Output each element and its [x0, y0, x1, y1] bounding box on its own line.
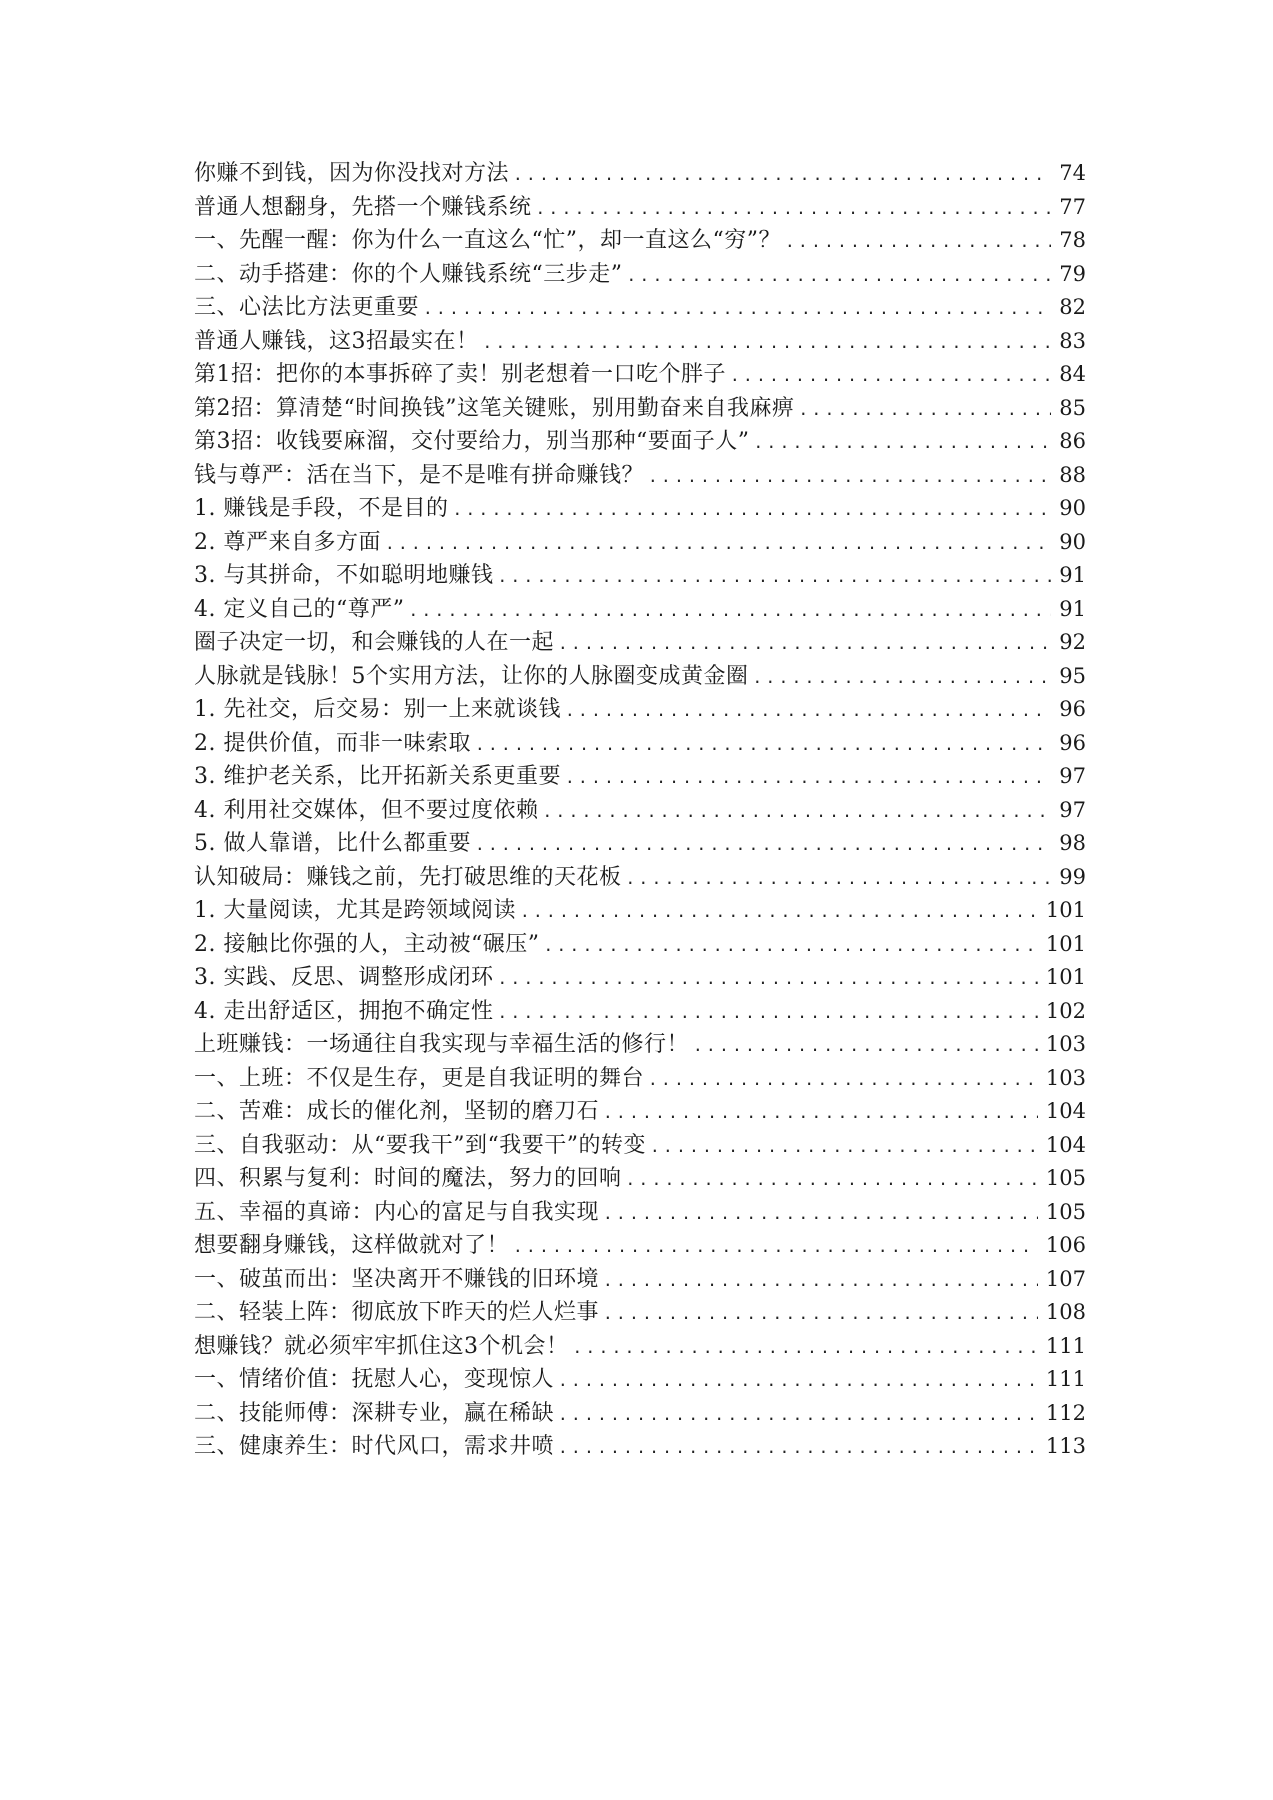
- dot-leader: [513, 158, 1051, 192]
- toc-entry[interactable]: [194, 1162, 1086, 1196]
- toc-entry-title: 四、积累与复利：时间的魔法，努力的回响: [194, 1166, 622, 1191]
- toc-entry-page-number: 83: [1059, 328, 1086, 353]
- toc-entry[interactable]: [194, 1430, 1086, 1464]
- toc-entry-page-number: 96: [1059, 697, 1086, 721]
- toc-entry-page-number: 111: [1045, 1333, 1086, 1358]
- toc-entry[interactable]: [194, 258, 1086, 292]
- toc-entry-title: 一、先醒一醒：你为什么一直这么“忙”，却一直这么“穷”？: [194, 228, 781, 253]
- dot-leader: [513, 1230, 1038, 1264]
- toc-entry-page-number: 96: [1059, 730, 1086, 755]
- toc-entry[interactable]: [194, 760, 1086, 794]
- dot-leader: [558, 627, 1051, 661]
- toc-entry-title: 1. 赚钱是手段，不是目的: [194, 496, 449, 521]
- dot-leader: [423, 292, 1051, 326]
- toc-entry[interactable]: [194, 492, 1086, 526]
- dot-leader: [627, 259, 1052, 293]
- toc-entry-title: 二、轻装上阵：彻底放下昨天的烂人烂事: [194, 1300, 600, 1325]
- dot-leader: [753, 661, 1052, 695]
- toc-entry-title: 想赚钱？就必须牢牢抓住这3个机会！: [194, 1333, 569, 1359]
- toc-entry-page-number: 108: [1045, 1300, 1086, 1324]
- toc-entry[interactable]: [194, 1263, 1086, 1297]
- dot-leader: [565, 761, 1051, 795]
- toc-entry-title: 普通人想翻身，先搭一个赚钱系统: [194, 194, 532, 220]
- toc-entry[interactable]: [194, 1095, 1086, 1129]
- toc-entry-title: 5. 做人靠谱，比什么都重要: [194, 831, 471, 856]
- toc-entry[interactable]: [194, 1397, 1086, 1431]
- dot-leader: [626, 862, 1052, 896]
- dot-leader: [648, 1063, 1038, 1097]
- toc-entry-page-number: 79: [1059, 261, 1086, 286]
- toc-entry-title: 2. 提供价值，而非一味索取: [194, 730, 471, 756]
- toc-entry-title: 一、上班：不仅是生存，更是自我证明的舞台: [194, 1065, 645, 1091]
- toc-entry-page-number: 101: [1045, 965, 1086, 989]
- toc-entry-page-number: 91: [1059, 596, 1086, 621]
- toc-entry-title: 人脉就是钱脉！5个实用方法，让你的人脉圈变成黄金圈: [194, 663, 749, 689]
- toc-entry-title: 钱与尊严：活在当下，是不是唯有拼命赚钱？: [194, 462, 645, 488]
- toc-entry[interactable]: [194, 224, 1086, 258]
- toc-entry-page-number: 103: [1045, 1065, 1086, 1090]
- toc-entry-title: 五、幸福的真谛：内心的富足与自我实现: [194, 1199, 600, 1225]
- toc-entry-title: 第3招：收钱要麻溜，交付要给力，别当那种“要面子人”: [194, 429, 750, 454]
- toc-entry-title: 二、苦难：成长的催化剂，坚韧的磨刀石: [194, 1099, 600, 1124]
- toc-entry-title: 3. 与其拼命，不如聪明地赚钱: [194, 563, 494, 588]
- toc-entry-page-number: 101: [1045, 898, 1086, 922]
- toc-entry[interactable]: [194, 1028, 1086, 1062]
- toc-entry-page-number: 90: [1059, 496, 1086, 520]
- dot-leader: [650, 1130, 1038, 1164]
- toc-entry-page-number: 85: [1059, 395, 1086, 420]
- toc-entry-title: 第1招：把你的本事拆碎了卖！别老想着一口吃个胖子: [194, 362, 726, 387]
- toc-entry-title: 认知破局：赚钱之前，先打破思维的天花板: [194, 864, 622, 890]
- toc-entry[interactable]: [194, 1229, 1086, 1263]
- toc-entry[interactable]: [194, 1296, 1086, 1330]
- dot-leader: [730, 359, 1051, 393]
- toc-entry-title: 第2招：算清楚“时间换钱”这笔关键账，别用勤奋来自我麻痹: [194, 395, 795, 421]
- toc-entry-page-number: 111: [1045, 1367, 1086, 1391]
- dot-leader: [543, 795, 1052, 829]
- table-of-contents: [194, 157, 1086, 1464]
- toc-entry-title: 二、技能师傅：深耕专业，赢在稀缺: [194, 1400, 555, 1426]
- toc-entry[interactable]: [194, 559, 1086, 593]
- toc-entry-title: 1. 先社交，后交易：别一上来就谈钱: [194, 697, 561, 722]
- toc-entry[interactable]: [194, 660, 1086, 694]
- dot-leader: [785, 225, 1051, 259]
- dot-leader: [565, 694, 1051, 728]
- toc-entry-page-number: 82: [1059, 295, 1086, 319]
- toc-entry-page-number: 102: [1045, 998, 1086, 1023]
- toc-entry-page-number: 105: [1045, 1166, 1086, 1190]
- dot-leader: [536, 192, 1052, 226]
- toc-entry-title: 4. 走出舒适区，拥抱不确定性: [194, 998, 494, 1024]
- toc-entry-title: 一、破茧而出：坚决离开不赚钱的旧环境: [194, 1266, 600, 1292]
- toc-entry[interactable]: [194, 861, 1086, 895]
- toc-entry-page-number: 113: [1045, 1434, 1086, 1458]
- dot-leader: [497, 560, 1051, 594]
- dot-leader: [558, 1364, 1038, 1398]
- toc-entry-title: 你赚不到钱，因为你没找对方法: [194, 161, 510, 186]
- toc-entry[interactable]: [194, 392, 1086, 426]
- toc-entry[interactable]: [194, 995, 1086, 1029]
- toc-entry-page-number: 112: [1045, 1400, 1086, 1425]
- toc-entry-title: 想要翻身赚钱，这样做就对了！: [194, 1233, 510, 1258]
- dot-leader: [603, 1297, 1038, 1331]
- toc-entry-page-number: 99: [1059, 864, 1086, 889]
- dot-leader: [573, 1331, 1038, 1365]
- toc-entry[interactable]: [194, 827, 1086, 861]
- toc-entry-title: 三、自我驱动：从“要我干”到“我要干”的转变: [194, 1132, 646, 1158]
- toc-entry[interactable]: [194, 459, 1086, 493]
- toc-entry-title: 3. 维护老关系，比开拓新关系更重要: [194, 764, 561, 789]
- toc-entry[interactable]: [194, 191, 1086, 225]
- toc-entry[interactable]: [194, 526, 1086, 560]
- toc-entry[interactable]: [194, 626, 1086, 660]
- toc-entry-page-number: 97: [1059, 797, 1086, 822]
- dot-leader: [603, 1096, 1038, 1130]
- toc-entry[interactable]: [194, 794, 1086, 828]
- toc-entry-title: 1. 大量阅读，尤其是跨领域阅读: [194, 898, 516, 923]
- dot-leader: [475, 728, 1051, 762]
- toc-entry-page-number: 97: [1059, 764, 1086, 788]
- dot-leader: [558, 1431, 1038, 1465]
- dot-leader: [754, 426, 1052, 460]
- toc-entry-page-number: 77: [1059, 194, 1086, 219]
- toc-entry-title: 普通人赚钱，这3招最实在！: [194, 328, 479, 354]
- toc-entry[interactable]: [194, 425, 1086, 459]
- toc-entry-title: 三、健康养生：时代风口，需求井喷: [194, 1434, 555, 1459]
- toc-entry-page-number: 86: [1059, 429, 1086, 453]
- toc-entry[interactable]: [194, 325, 1086, 359]
- dot-leader: [497, 962, 1037, 996]
- dot-leader: [799, 393, 1052, 427]
- toc-entry-page-number: 78: [1059, 228, 1086, 252]
- dot-leader: [603, 1264, 1038, 1298]
- toc-entry[interactable]: [194, 727, 1086, 761]
- toc-entry-title: 2. 尊严来自多方面: [194, 529, 381, 555]
- dot-leader: [483, 326, 1052, 360]
- toc-entry-page-number: 74: [1059, 161, 1086, 185]
- toc-entry-page-number: 84: [1059, 362, 1086, 386]
- toc-entry[interactable]: [194, 1330, 1086, 1364]
- toc-entry[interactable]: [194, 894, 1086, 928]
- dot-leader: [603, 1197, 1038, 1231]
- toc-entry[interactable]: [194, 157, 1086, 191]
- toc-entry-page-number: 95: [1059, 663, 1086, 688]
- toc-entry[interactable]: [194, 1129, 1086, 1163]
- toc-entry-title: 4. 定义自己的“尊严”: [194, 596, 405, 622]
- dot-leader: [558, 1398, 1038, 1432]
- toc-entry-page-number: 104: [1045, 1099, 1086, 1123]
- toc-entry[interactable]: [194, 593, 1086, 627]
- toc-entry[interactable]: [194, 1363, 1086, 1397]
- toc-entry[interactable]: [194, 1062, 1086, 1096]
- toc-entry-page-number: 103: [1045, 1032, 1086, 1056]
- dot-leader: [543, 929, 1037, 963]
- toc-entry-page-number: 101: [1045, 931, 1086, 956]
- dot-leader: [497, 996, 1037, 1030]
- toc-entry-page-number: 92: [1059, 630, 1086, 654]
- toc-entry-title: 圈子决定一切，和会赚钱的人在一起: [194, 630, 555, 655]
- dot-leader: [408, 594, 1051, 628]
- toc-entry-title: 上班赚钱：一场通往自我实现与幸福生活的修行！: [194, 1032, 690, 1057]
- toc-entry-page-number: 105: [1045, 1199, 1086, 1224]
- toc-entry-title: 4. 利用社交媒体，但不要过度依赖: [194, 797, 539, 823]
- toc-entry[interactable]: [194, 961, 1086, 995]
- dot-leader: [385, 527, 1051, 561]
- toc-entry-page-number: 98: [1059, 831, 1086, 855]
- toc-entry-page-number: 91: [1059, 563, 1086, 587]
- toc-entry[interactable]: [194, 291, 1086, 325]
- dot-leader: [475, 828, 1051, 862]
- dot-leader: [648, 460, 1051, 494]
- toc-entry-page-number: 106: [1045, 1233, 1086, 1257]
- toc-entry[interactable]: [194, 928, 1086, 962]
- toc-entry-page-number: 104: [1045, 1132, 1086, 1157]
- toc-entry-page-number: 90: [1059, 529, 1086, 554]
- toc-entry-title: 一、情绪价值：抚慰人心，变现惊人: [194, 1367, 555, 1392]
- toc-entry-title: 2. 接触比你强的人，主动被“碾压”: [194, 931, 540, 957]
- toc-entry[interactable]: [194, 1196, 1086, 1230]
- dot-leader: [452, 493, 1051, 527]
- dot-leader: [693, 1029, 1038, 1063]
- dot-leader: [520, 895, 1038, 929]
- toc-entry-page-number: 88: [1059, 462, 1086, 487]
- toc-entry-title: 二、动手搭建：你的个人赚钱系统“三步走”: [194, 261, 623, 287]
- toc-entry[interactable]: [194, 358, 1086, 392]
- toc-entry-page-number: 107: [1045, 1266, 1086, 1291]
- toc-entry-title: 3. 实践、反思、调整形成闭环: [194, 965, 494, 990]
- toc-entry[interactable]: [194, 693, 1086, 727]
- dot-leader: [626, 1163, 1038, 1197]
- toc-entry-title: 三、心法比方法更重要: [194, 295, 420, 320]
